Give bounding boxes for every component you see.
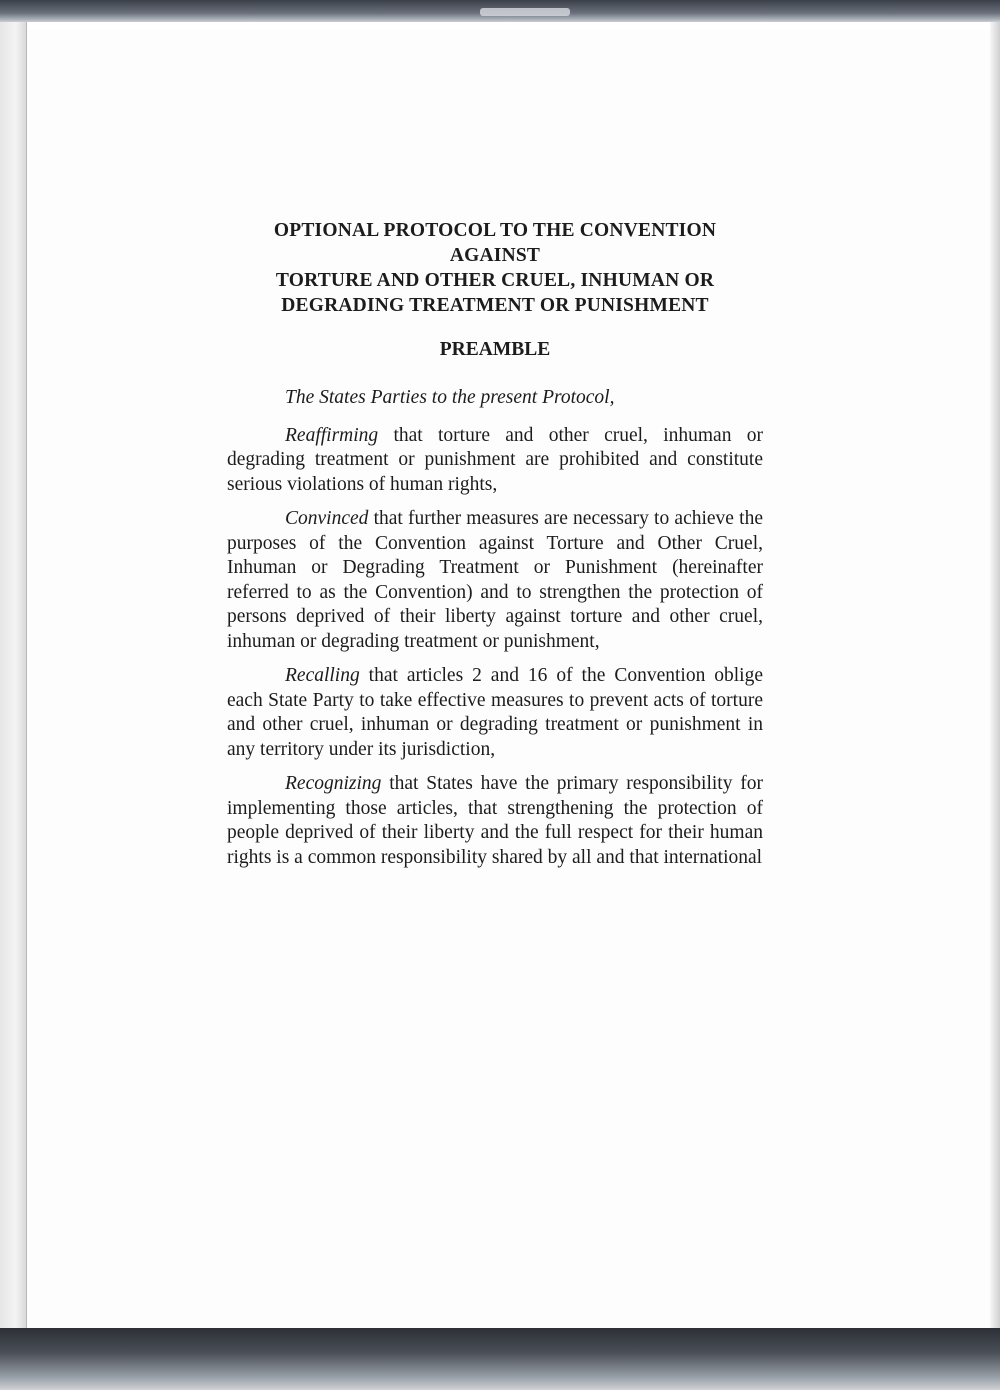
paragraph-text: that States have the primary responsibility for implementing those articles, that strengthening the protection of people deprived of their liberty and the full respect for their human rights is a common responsibility shared by all and that international: [227, 773, 763, 868]
paragraph-lead: Recognizing: [285, 773, 382, 794]
scan-bottom-edge: [0, 1328, 1000, 1390]
document-title: [227, 218, 763, 318]
preamble-paragraph: [227, 424, 763, 498]
title-line-1: OPTIONAL PROTOCOL TO THE CONVENTION: [273, 220, 717, 241]
paragraph-text: that further measures are necessary to achieve the purposes of the Convention against Torture and Other Cruel, Inhuman or Degrading Treatment or Punishment (hereinafter referred to as the Convention) and to strengthen the protection of persons deprived of their liberty against torture and other cruel, inhuman or degrading treatment or punishment,: [227, 508, 763, 652]
paragraph-text: that torture and other cruel, inhuman or degrading treatment or punishment are prohibited and constitute serious violations of human rights,: [227, 424, 763, 495]
title-line-3: TORTURE AND OTHER CRUEL, INHUMAN OR: [275, 270, 715, 291]
preamble-paragraph: [227, 772, 763, 870]
scan-top-notch: [480, 8, 570, 16]
page-right-edge: [990, 22, 1000, 1328]
paragraph-lead: Recalling: [285, 665, 360, 686]
section-heading: PREAMBLE: [439, 339, 551, 360]
document-body: [227, 218, 763, 870]
paragraph-lead: Convinced: [285, 508, 369, 529]
preamble-intro: [227, 386, 763, 411]
title-line-4: DEGRADING TREATMENT OR PUNISHMENT: [281, 295, 709, 316]
scan-top-edge: [0, 0, 1000, 22]
paragraph-lead: Reaffirming: [285, 424, 379, 446]
title-line-2: AGAINST: [449, 245, 541, 266]
intro-text: The States Parties to the present Protocol,: [285, 387, 615, 408]
preamble-paragraph: [227, 507, 763, 654]
preamble-paragraph: [227, 664, 763, 762]
facing-page-edge: [0, 22, 27, 1328]
paragraph-text: that articles 2 and 16 of the Convention oblige each State Party to take effective measures to prevent acts of torture and other cruel, inhuman or degrading treatment or punishment in any territory under its jurisdiction,: [227, 665, 763, 760]
